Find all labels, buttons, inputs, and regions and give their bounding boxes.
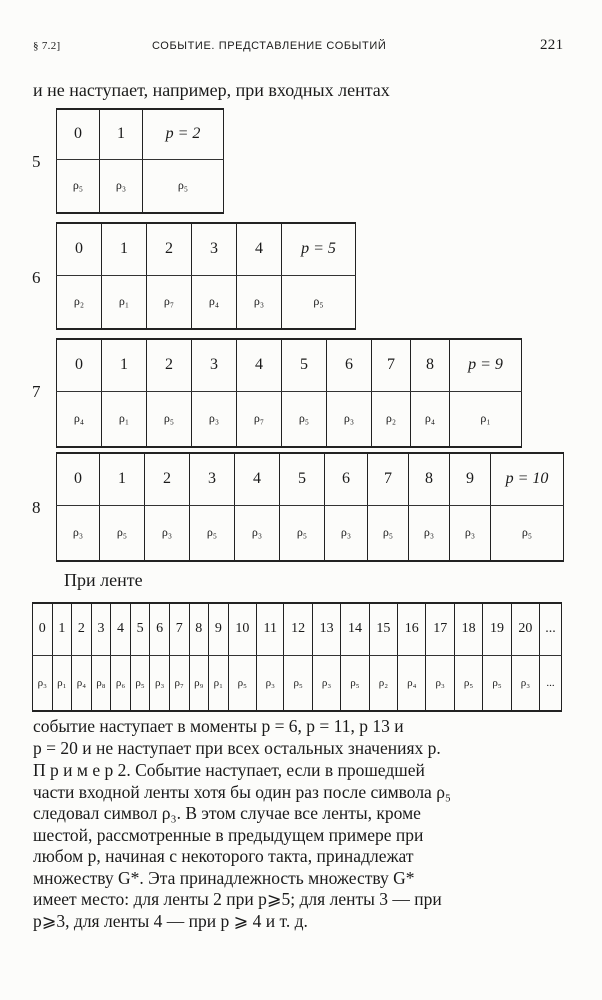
tape-cell: 7 <box>169 603 189 655</box>
tape-cell: 14 <box>341 603 369 655</box>
text-line: П р и м е р 2. Событие наступает, если в прошедшей <box>33 760 425 780</box>
tape-cell: 1 <box>100 453 145 505</box>
tape-cell: ρ₆ <box>111 655 131 711</box>
tape-cell: ρ₅ <box>130 655 150 711</box>
tape-cell: 4 <box>111 603 131 655</box>
tape-cell: 10 <box>228 603 256 655</box>
tape-cell: p = 2 <box>143 109 224 159</box>
tape-cell: 7 <box>372 339 411 391</box>
tape-cell: 12 <box>284 603 312 655</box>
tape-cell: 4 <box>237 223 282 275</box>
running-header-section: § 7.2] <box>33 40 61 52</box>
body-paragraph-2 <box>33 760 568 932</box>
tape-cell: 8 <box>189 603 209 655</box>
tape-cell: ρ₃ <box>192 391 237 447</box>
tape-cell: ρ₅ <box>341 655 369 711</box>
tape-table <box>56 452 564 562</box>
tape-cell: 2 <box>145 453 190 505</box>
tape-cell: 1 <box>102 339 147 391</box>
tape-cell: ρ₃ <box>57 505 100 561</box>
tape-cell: ρ₃ <box>145 505 190 561</box>
tape-cell: 5 <box>130 603 150 655</box>
tape-cell: ρ₃ <box>511 655 539 711</box>
body-paragraph-1 <box>33 716 568 759</box>
tape-cell: ρ₄ <box>192 275 237 329</box>
tape-cell: p = 10 <box>491 453 564 505</box>
tape-cell: ρ₅ <box>491 505 564 561</box>
tape-cell: ρ₅ <box>282 275 356 329</box>
tape-cell: ρ₃ <box>100 159 143 213</box>
tape-cell: ρ₇ <box>237 391 282 447</box>
tape-cell: ρ₅ <box>454 655 482 711</box>
tape-cell: ρ₅ <box>368 505 409 561</box>
tape-cell: 2 <box>147 339 192 391</box>
tape-cell: 20 <box>511 603 539 655</box>
tape-cell: 9 <box>450 453 491 505</box>
tape-cell: 7 <box>368 453 409 505</box>
tape-cell: ρ₅ <box>282 391 327 447</box>
tape-cell: 3 <box>192 339 237 391</box>
tape-cell: ρ₄ <box>57 391 102 447</box>
tape-cell: 9 <box>209 603 229 655</box>
tape-cell: 2 <box>147 223 192 275</box>
tape-cell: ρ₁ <box>450 391 522 447</box>
tape-cell: 8 <box>409 453 450 505</box>
tape-cell: 6 <box>325 453 368 505</box>
tape-cell: 6 <box>150 603 170 655</box>
tape-cell: 6 <box>327 339 372 391</box>
tape-cell: ρ₃ <box>150 655 170 711</box>
tape-cell: 11 <box>257 603 284 655</box>
tape-cell: ρ₃ <box>235 505 280 561</box>
text-line: любом p, начиная с некоторого такта, принадлежат <box>33 846 414 866</box>
text-line: p⩾3, для ленты 4 — при p ⩾ 4 и т. д. <box>33 910 308 931</box>
text-line: событие наступает в моменты p = 6, p = 11, p 13 и <box>33 716 404 736</box>
tape-cell: ρ₄ <box>411 391 450 447</box>
tape-cell: 0 <box>57 109 100 159</box>
tape-cell: ρ₂ <box>57 275 102 329</box>
text-line: имеет место: для ленты 2 при p⩾5; для ленты 3 — при <box>33 889 442 909</box>
text-line: следовал символ ρ₃. В этом случае все ленты, кроме <box>33 803 421 823</box>
tape-cell: ρ₂ <box>372 391 411 447</box>
tape-cell: ρ₈ <box>91 655 111 711</box>
tape-cell: 4 <box>235 453 280 505</box>
tape-cell: 1 <box>100 109 143 159</box>
running-header-title: СОБЫТИЕ. ПРЕДСТАВЛЕНИЕ СОБЫТИЙ <box>152 40 387 52</box>
text-line: шестой, рассмотренные в предыдущем примере при <box>33 824 424 845</box>
tape-cell: ρ₇ <box>147 275 192 329</box>
tape-cell: 18 <box>454 603 482 655</box>
tape-cell: 17 <box>426 603 454 655</box>
text-line: части входной ленты хотя бы один раз после символа ρ₅ <box>33 781 452 802</box>
tape-cell: ρ₅ <box>143 159 224 213</box>
tape-cell: 3 <box>91 603 111 655</box>
tape-cell: ρ₃ <box>257 655 284 711</box>
long-tape-table <box>32 602 562 712</box>
tape-table <box>56 222 356 330</box>
tape-cell: ρ₅ <box>147 391 192 447</box>
tape-cell: 0 <box>57 223 102 275</box>
text-line: множеству G*. Эта принадлежность множеству G* <box>33 867 415 888</box>
tape-cell: ρ₃ <box>409 505 450 561</box>
tape-cell: ρ₅ <box>190 505 235 561</box>
tape-cell: ρ₃ <box>325 505 368 561</box>
tape-cell: 1 <box>52 603 72 655</box>
tape-table <box>56 338 522 448</box>
tape-cell: ρ₃ <box>312 655 340 711</box>
tape-cell: ρ₅ <box>483 655 511 711</box>
tape-cell: ρ₄ <box>398 655 426 711</box>
tape-table <box>56 108 224 214</box>
tape-cell: ρ₃ <box>450 505 491 561</box>
tape-cell: ρ₉ <box>189 655 209 711</box>
intro-line: и не наступает, например, при входных лентах <box>33 80 390 100</box>
tape-cell: ρ₅ <box>228 655 256 711</box>
tape-cell: ρ₇ <box>169 655 189 711</box>
tape-cell: ρ₃ <box>237 275 282 329</box>
tape-cell: 0 <box>33 603 53 655</box>
tape-cell: ρ₂ <box>369 655 397 711</box>
tape-cell: 16 <box>398 603 426 655</box>
tape-label: 8 <box>32 498 41 517</box>
tape-cell: 5 <box>282 339 327 391</box>
tape-cell: ρ₁ <box>102 275 147 329</box>
tape-cell: 5 <box>280 453 325 505</box>
tape-cell: 1 <box>102 223 147 275</box>
tape-cell: 3 <box>192 223 237 275</box>
tape-cell: ρ₃ <box>426 655 454 711</box>
tape-cell: ρ₁ <box>209 655 229 711</box>
tape-cell: 2 <box>72 603 92 655</box>
tape-label: 5 <box>32 152 41 171</box>
tape-cell: p = 5 <box>282 223 356 275</box>
text-line: p = 20 и не наступает при всех остальных значениях p. <box>33 737 441 758</box>
tape-cell: ρ₃ <box>327 391 372 447</box>
tape-cell: ρ₅ <box>280 505 325 561</box>
tape-cell: p = 9 <box>450 339 522 391</box>
page-number: 221 <box>540 37 564 53</box>
tape-cell: 15 <box>369 603 397 655</box>
tape-cell: ... <box>540 655 562 711</box>
tape-cell: 0 <box>57 453 100 505</box>
tape-cell: ρ₄ <box>72 655 92 711</box>
at-tape-label: При ленте <box>64 570 143 590</box>
tape-label: 6 <box>32 268 41 287</box>
tape-cell: ρ₁ <box>102 391 147 447</box>
tape-cell: ρ₅ <box>57 159 100 213</box>
tape-cell: ρ₁ <box>52 655 72 711</box>
tape-cell: 19 <box>483 603 511 655</box>
tape-cell: ρ₅ <box>100 505 145 561</box>
tape-cell: 8 <box>411 339 450 391</box>
tape-cell: ρ₃ <box>33 655 53 711</box>
tape-cell: 3 <box>190 453 235 505</box>
tape-cell: ρ₅ <box>284 655 312 711</box>
tape-cell: ... <box>540 603 562 655</box>
tape-cell: 4 <box>237 339 282 391</box>
tape-label: 7 <box>32 382 41 401</box>
tape-cell: 0 <box>57 339 102 391</box>
tape-cell: 13 <box>312 603 340 655</box>
